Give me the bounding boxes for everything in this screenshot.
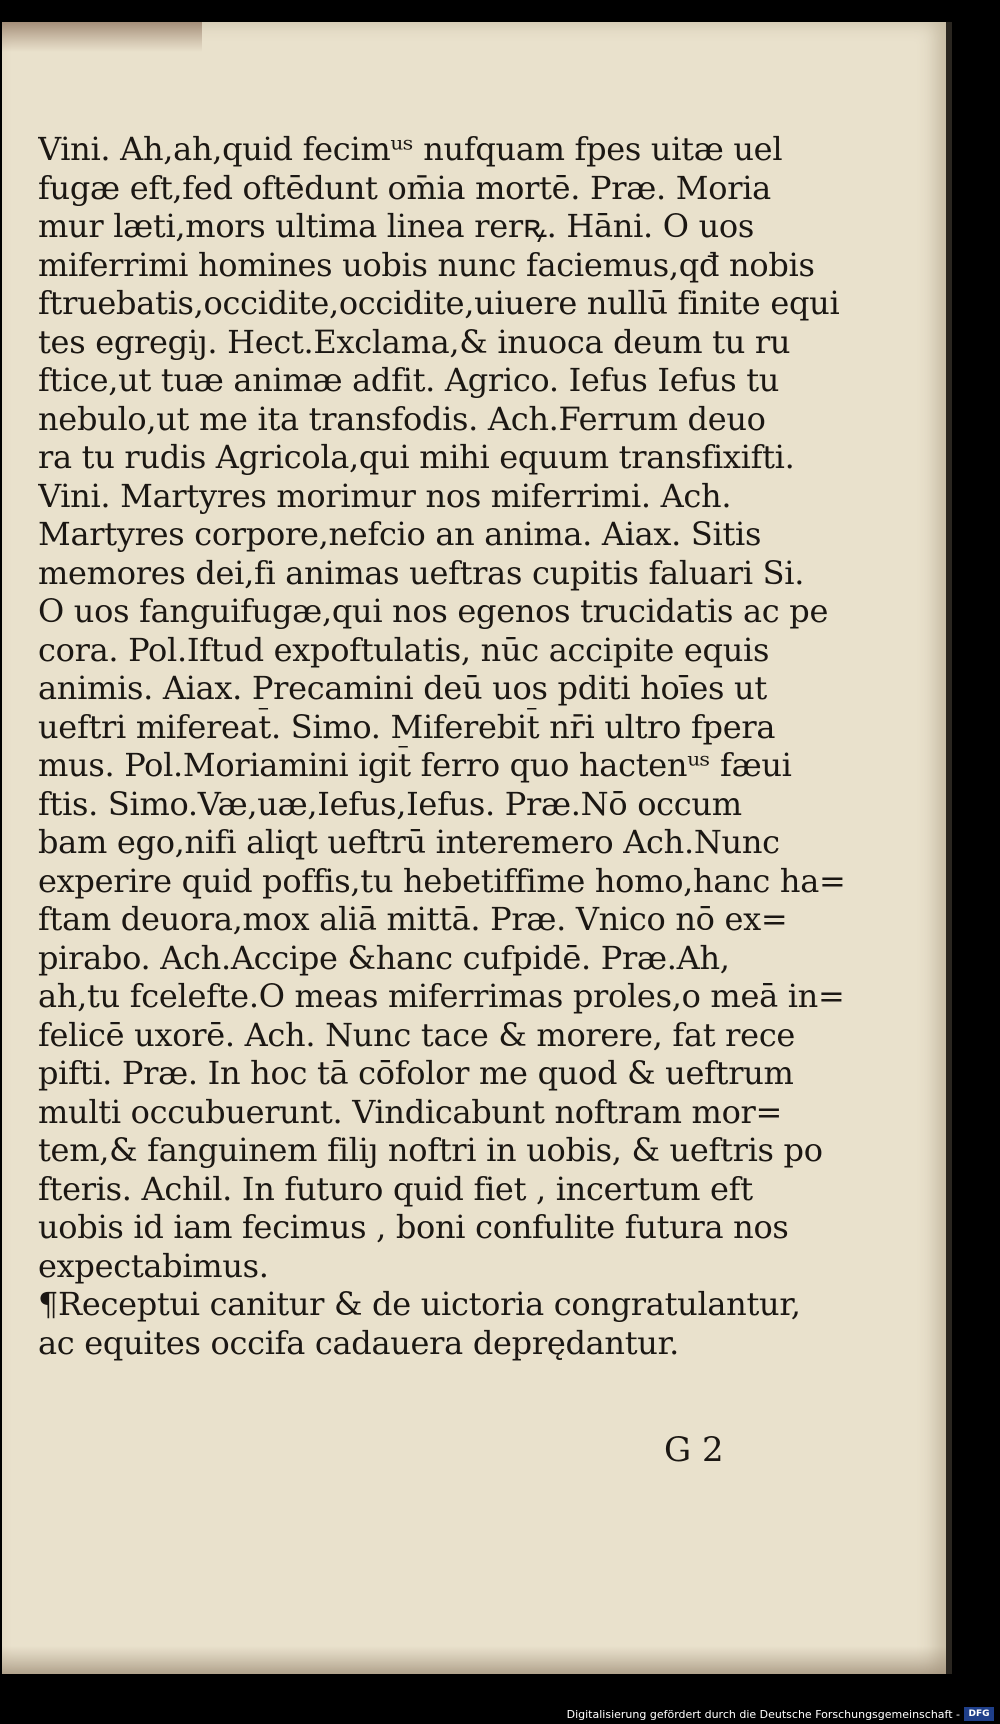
dfg-logo-icon: DFG (964, 1707, 994, 1721)
footer-credit: Digitalisierung gefördert durch die Deutsche Forschungsgemeinschaft - (566, 1708, 960, 1721)
text-line: nebulo,ut me ita transfodis. Ach.Ferrum deuo (38, 399, 766, 438)
text-line: ueftri mifereat̄. Simo. Miferebit̄ nr̄i ultro fpera (38, 707, 776, 746)
text-line: tem,& fanguinem filiȷ noftri in uobis, & ueftris po (38, 1131, 823, 1169)
text-line: ah,tu fcelefte.O meas miferrimas proles,o meā in= (38, 977, 845, 1015)
text-line: fteris. Achil. In futuro quid fiet , incertum eft (38, 1169, 753, 1208)
text-line: Vini. Martyres morimur nos miferrimi. Ach. (38, 476, 732, 515)
text-line: ftam deuora,mox aliā mittā. Præ. Vnico nō ex= (38, 900, 788, 938)
text-line: expectabimus. (38, 1246, 269, 1285)
text-line: O uos fanguifugæ,qui nos egenos trucidatis ac pe (38, 592, 829, 630)
text-line: Martyres corpore,nefcio an anima. Aiax. Sitis (38, 515, 762, 553)
text-line: ra tu rudis Agricola,qui mihi equum transfixifti. (38, 438, 795, 476)
text-line: memores dei,fi animas ueftras cupitis faluari Si. (38, 553, 805, 592)
text-line: ac equites occifa cadauera deprędantur. (38, 1323, 679, 1362)
text-line: tes egregiȷ. Hect.Exclama,& inuoca deum tu ru (38, 322, 791, 361)
text-line: mus. Pol.Moriamini igit̄ ferro quo hactenᵘˢ fæui (38, 746, 792, 784)
text-line: animis. Aiax. Precamini deū uos pditi hoīes ut (38, 669, 767, 707)
text-line: ftruebatis,occidite,occidite,uiuere nullū finite equi (38, 284, 840, 322)
text-line: miferrimi homines uobis nunc faciemus,qđ nobis (38, 245, 815, 284)
text-line: felicē uxorē. Ach. Nunc tace & morere, fat rece (38, 1015, 796, 1054)
page-text (38, 130, 848, 1362)
text-line: ftis. Simo.Væ,uæ,Iefus,Iefus. Præ.Nō occum (38, 784, 742, 823)
page-bottom-edge (2, 1646, 946, 1674)
text-line: pifti. Præ. In hoc tā cōfolor me quod & ueftrum (38, 1054, 794, 1092)
signature-mark: G 2 (664, 1430, 724, 1470)
text-line: pirabo. Ach.Accipe &hanc cufpidē. Præ.Ah, (38, 938, 730, 977)
footer-bar (0, 1702, 1000, 1724)
text-line: cora. Pol.Iftud expoftulatis, nūc accipite equis (38, 630, 770, 669)
text-line: multi occubuerunt. Vindicabunt noftram mor= (38, 1092, 783, 1131)
text-line: fugæ eft,fed oftēdunt om̄ia mortē. Præ. Moria (38, 168, 771, 207)
text-line: Vini. Ah,ah,quid fecimᵘˢ nufquam fpes uitæ uel (38, 130, 783, 168)
text-line: experire quid poffis,tu hebetiffime homo,hanc ha= (38, 861, 846, 900)
page-stain (2, 22, 202, 52)
text-line: mur læti,mors ultima linea rerꝶ. Hāni. O uos (38, 207, 754, 245)
text-line: bam ego,nifi aliqt ueftrū interemero Ach.Nunc (38, 823, 780, 861)
book-page (2, 22, 952, 1674)
text-line: ftice,ut tuæ animæ adfit. Agrico. Iefus Iefus tu (38, 361, 780, 399)
text-line: uobis id iam fecimus , boni confulite futura nos (38, 1208, 789, 1246)
text-line: ¶Receptui canitur & de uictoria congratulantur, (38, 1285, 801, 1323)
